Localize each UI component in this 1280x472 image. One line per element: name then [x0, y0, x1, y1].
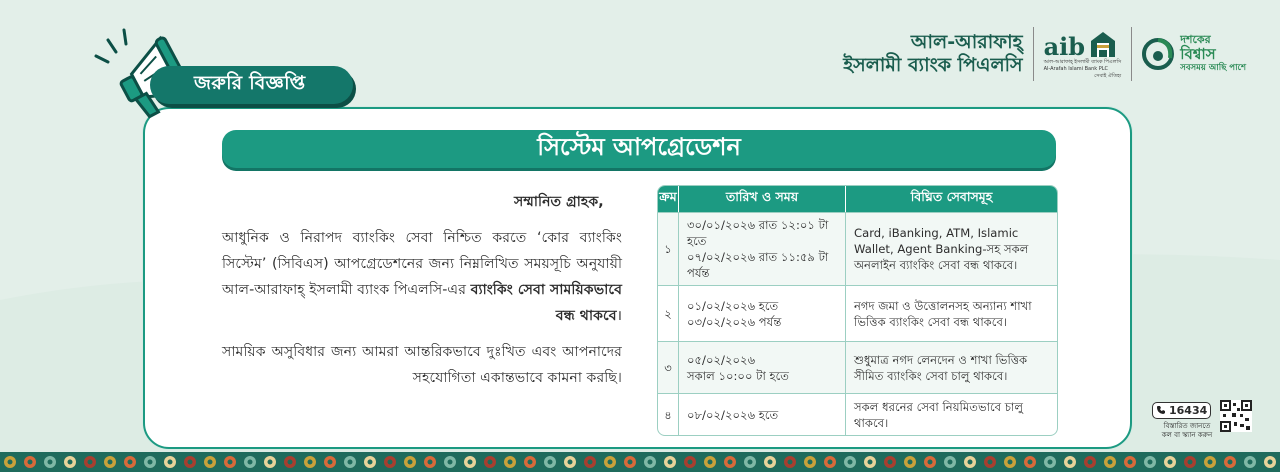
border-motif-center [1248, 460, 1253, 465]
border-motif-center [288, 460, 293, 465]
anniversary-emblem-icon [1142, 32, 1176, 76]
border-motif-center [348, 460, 353, 465]
para1-start: আধুনিক ও নিরাপদ ব্যাংকিং সেবা নিশ্চিত করতে ‘কোর ব্যাংকিং সিস্টেম’ (সিবিএস) আপগ্রেডেশনের জন্য নিম্নলিখিত সময়সূচি অনুযায়ী আল-আরাফাহ্ ইসলামী ব্যাংক পিএলসি-এর [222, 230, 622, 298]
border-motif-center [1008, 460, 1013, 465]
border-motif-center [1168, 460, 1173, 465]
notice-title-bar [222, 130, 1056, 168]
table-row [658, 212, 1057, 285]
border-motif-center [388, 460, 393, 465]
notice-paragraph-1 [222, 225, 622, 329]
table-header-row [658, 186, 1057, 212]
border-motif-center [8, 460, 13, 465]
border-motif-center [248, 460, 253, 465]
border-motif-center [528, 460, 533, 465]
border-motif-center [1208, 460, 1213, 465]
header-services: বিঘ্নিত সেবাসমূহ [846, 186, 1057, 212]
qr-code-icon[interactable] [1220, 400, 1252, 432]
bank-name-line2: ইসলামী ব্যাংক পিএলসি [843, 54, 1023, 76]
kaaba-icon [1088, 29, 1118, 59]
decorative-border [0, 452, 1280, 472]
header-serial: ক্রম [658, 186, 679, 212]
row-date [679, 341, 846, 393]
border-motif-center [948, 460, 953, 465]
border-motif-center [208, 460, 213, 465]
row-service: শুধুমাত্র নগদ লেনদেন ও শাখা ভিত্তিক সীমিত ব্যাংকিং সেবা চালু থাকবে। [846, 341, 1057, 393]
border-motif-center [188, 460, 193, 465]
border-motif-center [908, 460, 913, 465]
badge-label: জরুরি বিজ্ঞপ্তি [194, 72, 306, 94]
border-motif-center [1188, 460, 1193, 465]
border-motif-center [308, 460, 313, 465]
row-service: নগদ জমা ও উত্তোলনসহ অন্যান্য শাখা ভিত্তিক ব্যাংকিং সেবা বন্ধ থাকবে। [846, 285, 1057, 341]
date-line: ০১/০২/২০২৬ হতে [687, 298, 779, 313]
bank-logo-area [843, 19, 1246, 89]
border-motif-center [648, 460, 653, 465]
border-motif-center [788, 460, 793, 465]
notice-paragraph-2: সাময়িক অসুবিধার জন্য আমরা আন্তরিকভাবে দুঃখিত এবং আপনাদের সহযোগিতা একান্তভাবে কামনা করছি। [222, 344, 622, 386]
border-motif-center [488, 460, 493, 465]
border-motif-center [1128, 460, 1133, 465]
border-motif-center [1228, 460, 1233, 465]
hotline-sub-line2: কল বা স্ক্যান করুন [1161, 431, 1213, 439]
table-row [658, 341, 1057, 393]
border-motif-center [1148, 460, 1153, 465]
border-motif-center [608, 460, 613, 465]
border-motif-center [1088, 460, 1093, 465]
greeting: সম্মানিত গ্রাহক, [514, 194, 604, 210]
border-motif-center [268, 460, 273, 465]
aib-sub-bn: আল-আরাফাহ্ ইসলামী ব্যাংক পিএলসি [1043, 58, 1122, 65]
border-motif-center [828, 460, 833, 465]
date-line: সকাল ১০:০০ টা হতে [687, 368, 789, 383]
border-motif-center [1068, 460, 1073, 465]
row-number: ৪ [658, 393, 679, 435]
border-motif-center [768, 460, 773, 465]
border-motif-center [548, 460, 553, 465]
header-date-time: তারিখ ও সময় [679, 186, 846, 212]
hotline-digits: 16434 [1169, 403, 1208, 417]
border-motif-center [848, 460, 853, 465]
border-motif-center [508, 460, 513, 465]
border-motif-center [168, 460, 173, 465]
anniversary-logo [1142, 32, 1246, 76]
row-service: সকল ধরনের সেবা নিয়মিতভাবে চালু থাকবে। [846, 393, 1057, 435]
border-motif-center [448, 460, 453, 465]
divider [1131, 27, 1132, 81]
date-line: ০৮/০২/২০২৬ হতে [687, 407, 779, 422]
border-motif-center [868, 460, 873, 465]
border-motif-center [108, 460, 113, 465]
border-motif-center [128, 460, 133, 465]
row-service: Card, iBanking, ATM, Islamic Wallet, Agent Banking-সহ সকল অনলাইন ব্যাংকিং সেবা বন্ধ থাকবে। [846, 212, 1057, 285]
table-row [658, 285, 1057, 341]
row-number: ৩ [658, 341, 679, 393]
border-motif-center [48, 460, 53, 465]
border-motif-center [568, 460, 573, 465]
aib-logo [1044, 29, 1122, 80]
hotline-number[interactable] [1152, 402, 1211, 419]
border-motif-center [968, 460, 973, 465]
border-motif-center [748, 460, 753, 465]
border-motif-center [368, 460, 373, 465]
border-motif-center [688, 460, 693, 465]
border-motif-center [328, 460, 333, 465]
hotline [1152, 400, 1222, 440]
border-motif-center [428, 460, 433, 465]
border-motif-center [628, 460, 633, 465]
border-motif-center [228, 460, 233, 465]
notice-title: সিস্টেম আপগ্রেডেশন [537, 133, 741, 161]
border-motif-center [1028, 460, 1033, 465]
urgent-notice-badge [150, 66, 353, 104]
anniversary-line2: বিশ্বাস [1180, 45, 1216, 63]
schedule-table [657, 185, 1058, 436]
border-motif-center [148, 460, 153, 465]
hotline-sub [1152, 422, 1222, 440]
border-motif-center [588, 460, 593, 465]
border-motif-center [708, 460, 713, 465]
border-motif-center [1048, 460, 1053, 465]
aib-tagline: সেবাই ঐতিহ্য [1094, 72, 1122, 79]
border-motif-center [988, 460, 993, 465]
divider [1033, 27, 1034, 81]
border-motif-center [408, 460, 413, 465]
phone-icon [1156, 405, 1166, 415]
row-date [679, 285, 846, 341]
notice-body [222, 189, 622, 401]
border-motif-center [1108, 460, 1113, 465]
anniversary-line1: দশকের [1180, 33, 1211, 46]
row-number: ২ [658, 285, 679, 341]
aib-sub-en: Al-Arafah Islami Bank PLC [1043, 65, 1109, 72]
border-motif-center [888, 460, 893, 465]
border-motif-center [88, 460, 93, 465]
border-motif-center [1268, 460, 1273, 465]
row-number: ১ [658, 212, 679, 285]
border-motif-center [928, 460, 933, 465]
bank-name [843, 31, 1022, 77]
aib-wordmark: aib [1043, 31, 1086, 61]
date-line: ০৫/০২/২০২৬ [687, 352, 756, 367]
border-motif-center [468, 460, 473, 465]
date-line: ৩০/০১/২০২৬ রাত ১২:০১ টা হতে [687, 218, 829, 248]
hotline-sub-line1: বিস্তারিত জানতে [1163, 422, 1211, 430]
row-date [679, 212, 846, 285]
anniversary-line3: সবসময় আছি পাশে [1180, 63, 1246, 73]
date-line: ০৩/০২/২০২৬ পর্যন্ত [687, 314, 782, 329]
date-line: ০৭/০২/২০২৬ রাত ১১:৫৯ টা পর্যন্ত [687, 250, 829, 280]
para1-bold: ব্যাংকিং সেবা সাময়িকভাবে বন্ধ থাকবে [470, 282, 622, 324]
border-motif-center [668, 460, 673, 465]
border-motif-center [728, 460, 733, 465]
table-row [658, 393, 1057, 435]
bank-name-line1: আল-আরাফাহ্ [910, 31, 1023, 53]
para1-end: । [616, 308, 622, 324]
border-motif-center [808, 460, 813, 465]
row-date [679, 393, 846, 435]
border-motif-center [68, 460, 73, 465]
border-motif-center [28, 460, 33, 465]
